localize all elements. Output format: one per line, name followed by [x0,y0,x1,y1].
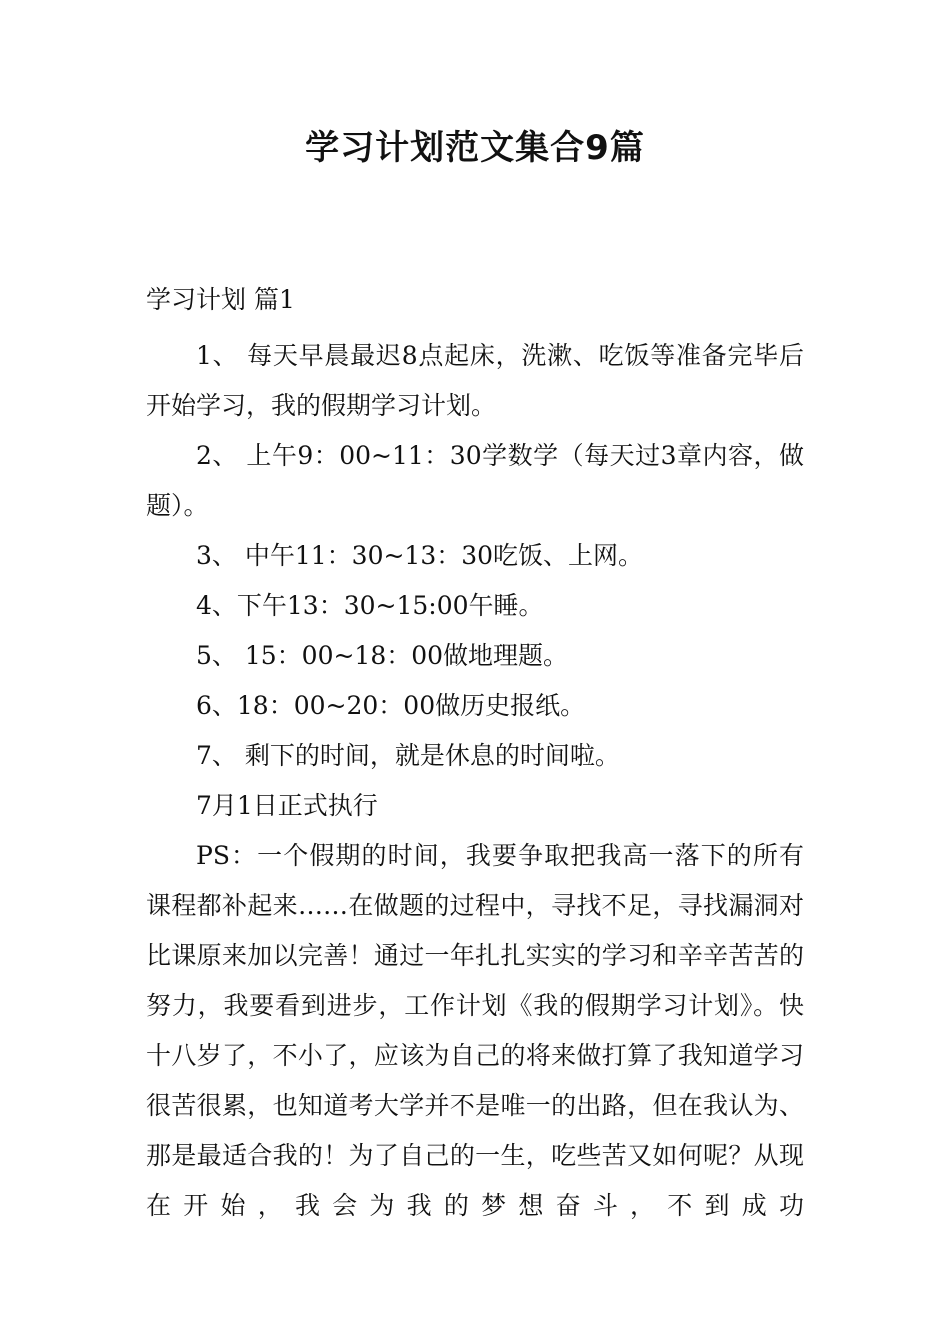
document-title: 学习计划范文集合9篇 [305,128,645,168]
paragraph-execution-date: 7月1日正式执行 [196,791,378,820]
paragraph-item-2: 2、 上午9：00~11：30学数学（每天过3章内容，做题）。 [146,441,804,520]
section-heading: 学习计划 篇1 [146,285,295,314]
document-body [146,331,804,1231]
paragraph-ps: PS：一个假期的时间，我要争取把我高一落下的所有课程都补起来……在做题的过程中，寻找不足，寻找漏洞对比课原来加以完善！通过一年扎扎实实的学习和辛辛苦苦的努力，我要看到进步，工作计划《我的假期学习计划》。快十八岁了，不小了，应该为自己的将来做打算了我知道学习很苦很累，也知道考大学并不是唯一的出路，但在我认为、那是最适合我的！为了自己的一生，吃些苦又如何呢？从现在开始，我会为我的梦想奋斗，不到成功 [146,841,804,1220]
paragraph-item-5: 5、 15：00~18：00做地理题。 [196,641,569,670]
paragraph-item-1: 1、 每天早晨最迟8点起床，洗漱、吃饭等准备完毕后开始学习，我的假期学习计划。 [146,341,804,420]
paragraph-item-3: 3、 中午11：30~13：30吃饭、上网。 [196,541,644,570]
paragraph-item-4: 4、下午13：30~15:00午睡。 [196,591,544,620]
paragraph-item-7: 7、 剩下的时间，就是休息的时间啦。 [196,741,620,770]
paragraph-item-6: 6、18：00~20：00做历史报纸。 [196,691,586,720]
